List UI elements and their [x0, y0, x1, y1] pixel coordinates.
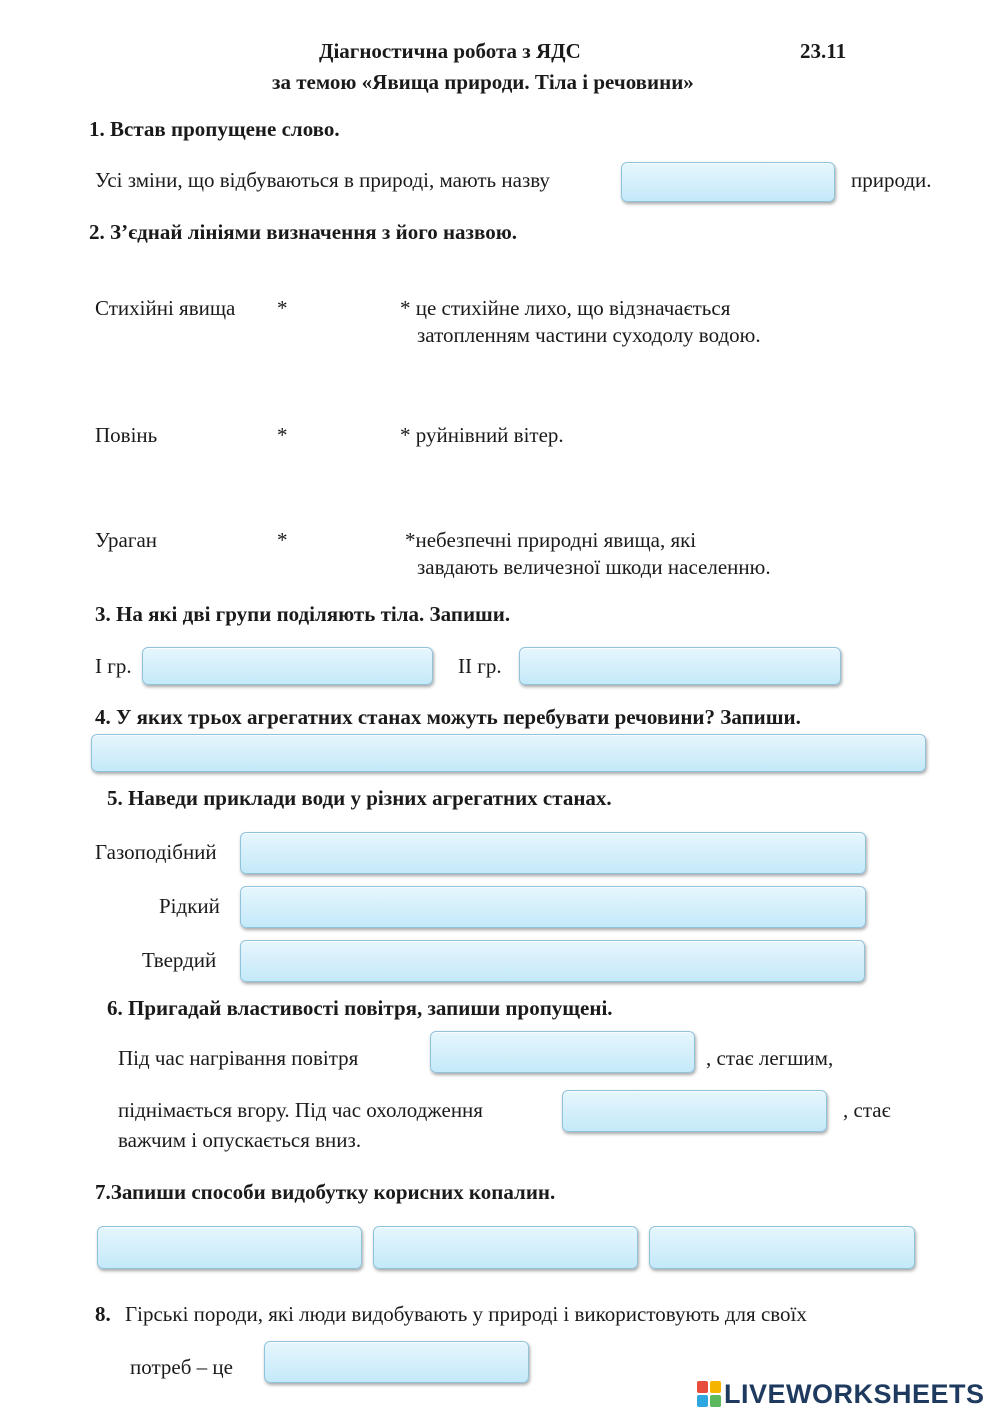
definition-1-line-2: затопленням частини суходолу водою. [417, 323, 761, 347]
mining-method-2-input[interactable] [373, 1226, 638, 1269]
definition-3-line-1: *небезпечні природні явища, які [405, 528, 697, 552]
definition-1-line-1: * це стихійне лихо, що відзначається [400, 296, 731, 320]
question-8-answer-input[interactable] [264, 1341, 529, 1383]
definition-3-line-2: завдають величезної шкоди населенню. [417, 555, 771, 579]
question-1-answer-input[interactable] [621, 162, 835, 202]
label-gas: Газоподібний [95, 840, 217, 864]
question-2-title: 2. З’єднай лініями визначення з його назвою. [89, 220, 517, 244]
term-2-dot[interactable]: * [277, 423, 288, 447]
question-3-title: 3. На які дві групи поділяють тіла. Запиши. [95, 602, 511, 626]
group-1-answer-input[interactable] [142, 647, 433, 685]
label-liquid: Рідкий [159, 894, 220, 918]
label-solid: Твердий [142, 948, 217, 972]
liveworksheets-logo-icon [697, 1381, 721, 1407]
liveworksheets-brand: LIVEWORKSHEETS [724, 1379, 985, 1409]
question-1-text-before: Усі зміни, що відбуваються в природі, мають назву [95, 168, 550, 192]
question-5-title: 5. Наведи приклади води у різних агрегатних станах. [107, 786, 612, 810]
question-6-line-1-before: Під час нагрівання повітря [118, 1046, 359, 1070]
question-4-title: 4. У яких трьох агрегатних станах можуть перебувати речовини? Запиши. [95, 705, 801, 729]
question-6-title: 6. Пригадай властивості повітря, запиши пропущені. [107, 996, 613, 1020]
question-6-line-2-before: піднімається вгору. Під час охолодження [118, 1098, 483, 1122]
term-povin: Повінь [95, 423, 158, 447]
question-8-text: Гірські породи, які люди видобувають у природі і використовують для своїх [125, 1302, 807, 1326]
question-7-title: 7.Запиши способи видобутку корисних копалин. [95, 1180, 556, 1204]
mining-method-1-input[interactable] [97, 1226, 362, 1269]
definition-2-line-1: * руйнівний вітер. [400, 423, 564, 447]
liquid-example-input[interactable] [240, 886, 866, 928]
worksheet-title: Діагностична робота з ЯДС [319, 39, 581, 63]
question-6-line-2-after: , стає [843, 1098, 891, 1122]
question-1-title: 1. Встав пропущене слово. [89, 117, 340, 141]
heating-property-input[interactable] [430, 1031, 695, 1073]
term-stykhiini-yavyshcha: Стихійні явища [95, 296, 236, 320]
solid-example-input[interactable] [240, 940, 865, 982]
gas-example-input[interactable] [240, 832, 866, 874]
term-3-dot[interactable]: * [277, 528, 288, 552]
mining-method-3-input[interactable] [649, 1226, 915, 1269]
question-6-line-3: важчим і опускається вниз. [118, 1128, 362, 1152]
cooling-property-input[interactable] [562, 1090, 827, 1132]
worksheet-date: 23.11 [800, 39, 847, 63]
question-8-number: 8. [95, 1302, 111, 1326]
question-1-text-after: природи. [851, 168, 932, 192]
question-8-line-2: потреб – це [130, 1355, 233, 1379]
group-2-label: ІІ гр. [458, 654, 502, 678]
question-4-answer-input[interactable] [91, 734, 926, 772]
term-1-dot[interactable]: * [277, 296, 288, 320]
group-1-label: І гр. [95, 654, 132, 678]
term-urahan: Ураган [95, 528, 158, 552]
worksheet-subtitle: за темою «Явища природи. Тіла і речовини» [272, 70, 694, 94]
group-2-answer-input[interactable] [519, 647, 841, 685]
question-6-line-1-after: , стає легшим, [706, 1046, 834, 1070]
